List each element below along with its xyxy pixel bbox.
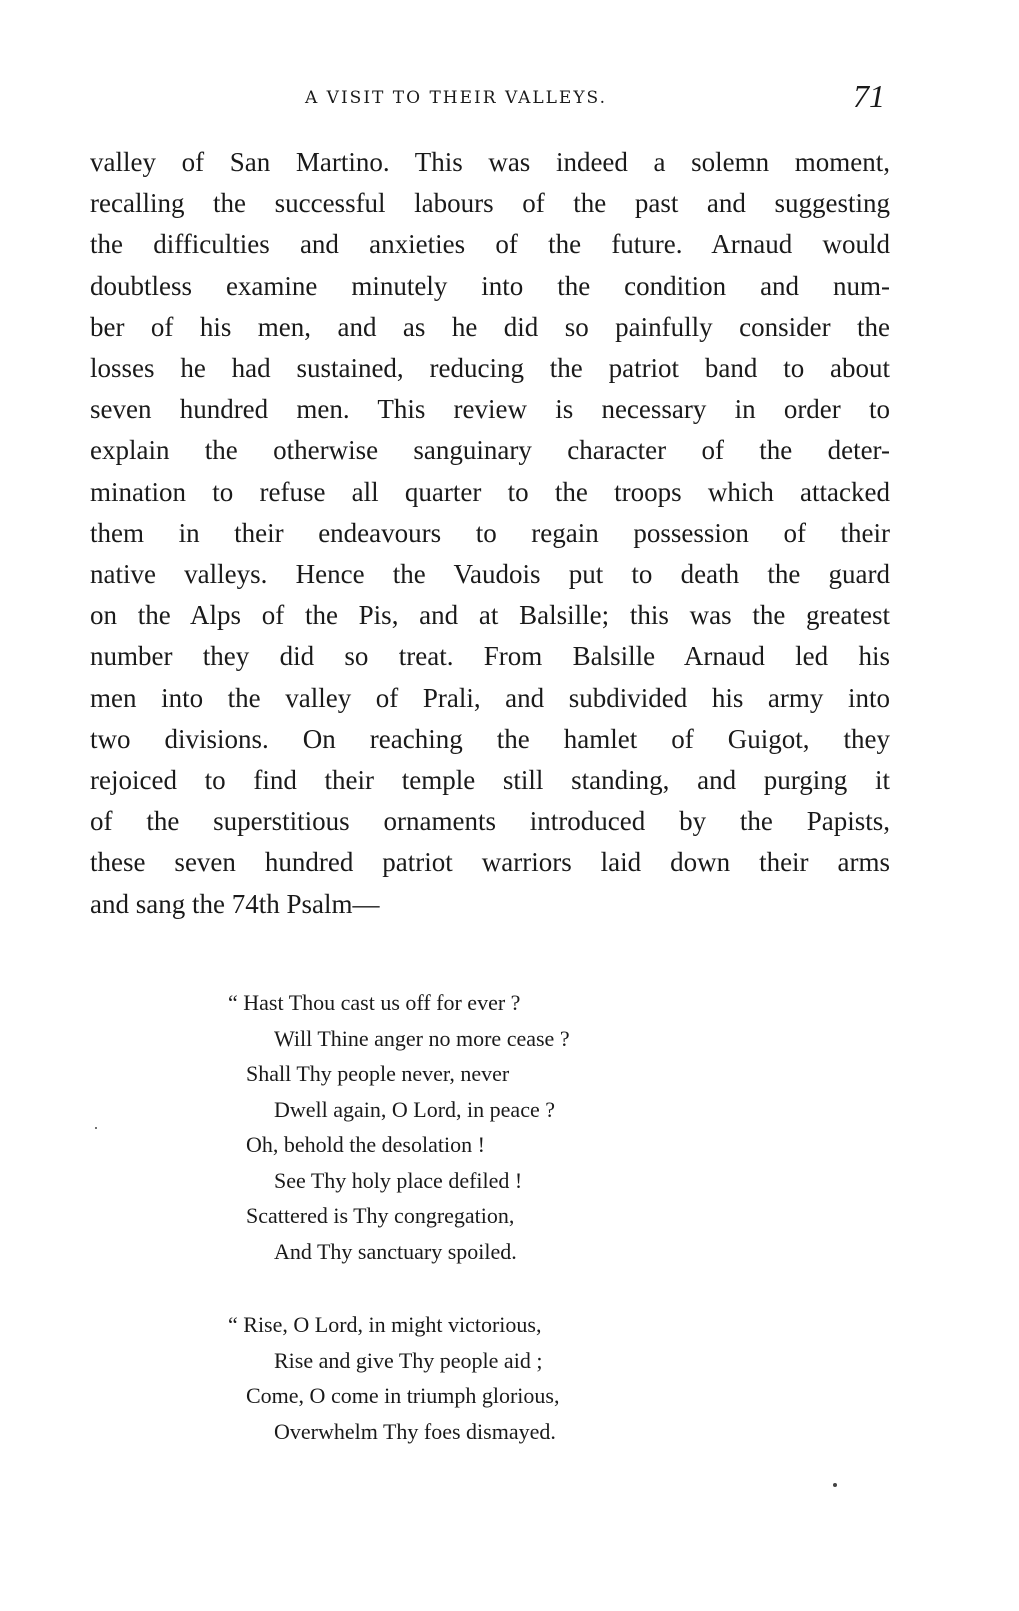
paragraph-line: on the Alps of the Pis, and at Balsille; this was the greatest xyxy=(90,600,890,631)
paragraph-line: them in their endeavours to regain possession of their xyxy=(90,517,890,548)
verse-line: Shall Thy people never, never xyxy=(246,1061,510,1086)
paragraph-line: explain the otherwise sanguinary character of the deter- xyxy=(90,435,890,466)
verse-line: Will Thine anger no more cease ? xyxy=(274,1025,570,1051)
verse-line: And Thy sanctuary spoiled. xyxy=(274,1238,517,1264)
paragraph-line: of the superstitious ornaments introduced by the Papists, xyxy=(90,806,890,837)
print-speck xyxy=(95,1127,97,1129)
paragraph-line: recalling the successful labours of the past and suggesting xyxy=(90,188,890,219)
verse-line: “ Hast Thou cast us off for ever ? xyxy=(228,990,521,1015)
paragraph-line: losses he had sustained, reducing the patriot band to about xyxy=(90,353,890,384)
paragraph-line: the difficulties and anxieties of the future. Arnaud would xyxy=(90,229,890,260)
paragraph-line: seven hundred men. This review is necessary in order to xyxy=(90,394,890,425)
verse-line: Scattered is Thy congregation, xyxy=(246,1203,515,1228)
paragraph-line: men into the valley of Prali, and subdivided his army into xyxy=(90,682,890,713)
paragraph-line: doubtless examine minutely into the condition and num- xyxy=(90,270,890,301)
verse-line: Rise and give Thy people aid ; xyxy=(274,1347,543,1373)
paragraph-line: valley of San Martino. This was indeed a solemn moment, xyxy=(90,147,890,177)
paragraph-line: these seven hundred patriot warriors laid down their arms xyxy=(90,847,890,878)
page-number: 71 xyxy=(853,78,885,114)
paragraph-line: mination to refuse all quarter to the troops which attacked xyxy=(90,476,890,507)
verse-line: Come, O come in triumph glorious, xyxy=(246,1383,560,1408)
paragraph-line: and sang the 74th Psalm— xyxy=(90,888,380,919)
verse-line: See Thy holy place defiled ! xyxy=(274,1167,523,1193)
verse-line: Oh, behold the desolation ! xyxy=(246,1132,485,1157)
paragraph-line: ber of his men, and as he did so painfully consider the xyxy=(90,311,890,342)
hymn-stanza-2 xyxy=(228,1307,559,1449)
verse-line: “ Rise, O Lord, in might victorious, xyxy=(228,1312,542,1337)
paragraph-line: number they did so treat. From Balsille Arnaud led his xyxy=(90,641,890,672)
verse-line: Overwhelm Thy foes dismayed. xyxy=(274,1418,556,1444)
paragraph-line: rejoiced to find their temple still standing, and purging it xyxy=(90,765,890,796)
paragraph-line: two divisions. On reaching the hamlet of Guigot, they xyxy=(90,723,890,754)
hymn-stanza-1 xyxy=(228,985,570,1269)
running-head: A VISIT TO THEIR VALLEYS. xyxy=(305,88,608,108)
body-paragraph xyxy=(90,142,890,925)
verse-line: Dwell again, O Lord, in peace ? xyxy=(274,1096,555,1122)
paragraph-line: native valleys. Hence the Vaudois put to death the guard xyxy=(90,559,890,590)
print-speck xyxy=(833,1483,837,1487)
